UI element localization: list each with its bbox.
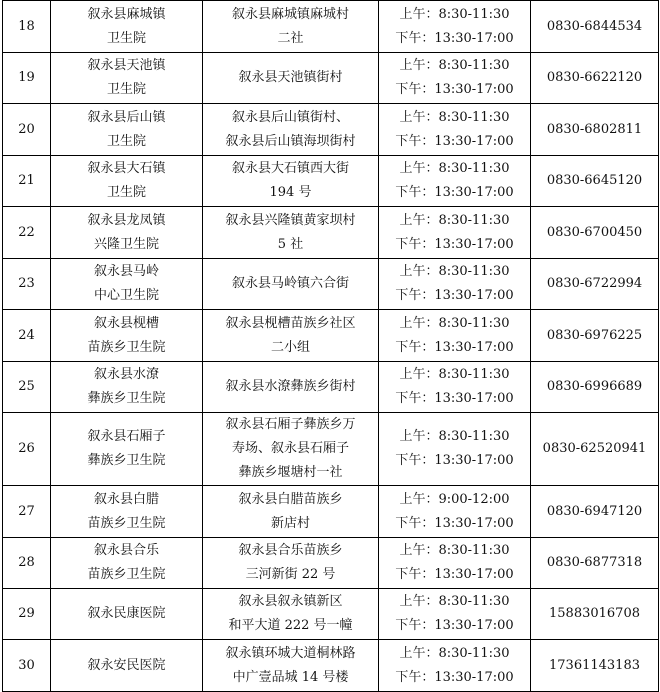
address-cell-line: 三河新街 22 号 <box>245 567 336 582</box>
address-cell-line: 叙永县石厢子彝族乡万 <box>225 417 356 432</box>
hours-cell-line: 上午：8:30-11:30 <box>399 543 510 558</box>
hospital-name-cell <box>51 640 203 692</box>
hospital-name-cell-line: 叙永县麻城镇 <box>87 6 166 22</box>
row-number-cell: 28 <box>3 538 51 589</box>
hospital-name-cell-line: 叙永县枧槽 <box>93 315 159 331</box>
hours-cell <box>379 104 531 156</box>
hours-cell-line: 上午：8:30-11:30 <box>399 429 510 444</box>
phone-cell: 0830-62520941 <box>531 413 659 486</box>
table-row <box>3 156 659 207</box>
address-cell-line: 叙永县天池镇街村 <box>238 70 343 85</box>
address-cell-line: 叙永县合乐苗族乡 <box>238 543 343 558</box>
phone-cell: 0830-6877318 <box>531 538 659 589</box>
address-cell-line: 5 社 <box>277 236 304 252</box>
hours-cell-line: 下午：13:30-17:00 <box>395 515 514 531</box>
hours-cell-line: 上午：9:00-12:00 <box>399 491 510 507</box>
hospital-name-cell-line: 卫生院 <box>106 82 146 97</box>
hospital-name-cell <box>51 538 203 589</box>
hospital-name-cell-line: 叙永县大石镇 <box>87 161 166 176</box>
hours-cell-line: 下午：13:30-17:00 <box>395 185 514 200</box>
hospital-name-cell-line: 叙永县天池镇 <box>87 58 166 73</box>
hospital-name-cell-line: 兴隆卫生院 <box>93 236 159 252</box>
table-body <box>3 1 659 692</box>
address-cell <box>203 207 379 259</box>
address-cell-line: 二小组 <box>270 339 310 355</box>
hospital-name-cell-line: 叙永县石厢子 <box>87 429 166 444</box>
row-number-cell: 26 <box>3 413 51 486</box>
hospital-name-cell-line: 卫生院 <box>106 185 146 200</box>
table-row <box>3 413 659 486</box>
row-number-cell: 30 <box>3 640 51 692</box>
table-row <box>3 310 659 362</box>
hospital-table <box>2 0 659 692</box>
hospital-name-cell-line: 中心卫生院 <box>93 288 159 303</box>
hospital-name-cell-line: 叙永民康医院 <box>87 606 166 621</box>
row-number-cell: 24 <box>3 310 51 362</box>
hospital-name-cell-line: 叙永县马岭 <box>93 264 159 279</box>
address-cell-line: 新店村 <box>270 515 310 531</box>
hours-cell-line: 上午：8:30-11:30 <box>399 109 510 125</box>
hours-cell-line: 下午：13:30-17:00 <box>395 391 514 406</box>
hospital-name-cell <box>51 362 203 413</box>
hospital-name-cell-line: 苗族乡卫生院 <box>87 339 166 355</box>
address-cell-line: 叙永县枧槽苗族乡社区 <box>225 315 356 331</box>
table-row <box>3 259 659 310</box>
row-number-cell: 22 <box>3 207 51 259</box>
address-cell-line: 中广壹品城 14 号楼 <box>232 669 349 685</box>
hours-cell-line: 上午：8:30-11:30 <box>399 161 510 176</box>
phone-cell: 0830-6947120 <box>531 486 659 538</box>
row-number-cell: 25 <box>3 362 51 413</box>
address-cell <box>203 1 379 53</box>
hours-cell-line: 下午：13:30-17:00 <box>395 669 514 685</box>
hours-cell-line: 上午：8:30-11:30 <box>399 58 510 73</box>
row-number-cell: 20 <box>3 104 51 156</box>
hours-cell <box>379 362 531 413</box>
address-cell-line: 叙永县兴隆镇黄家坝村 <box>225 212 356 228</box>
address-cell <box>203 104 379 156</box>
table-row <box>3 104 659 156</box>
table-row <box>3 207 659 259</box>
hospital-name-cell <box>51 413 203 486</box>
hours-cell-line: 上午：8:30-11:30 <box>399 645 510 661</box>
hours-cell <box>379 413 531 486</box>
hours-cell <box>379 156 531 207</box>
address-cell <box>203 259 379 310</box>
address-cell-line: 叙永县白腊苗族乡 <box>238 491 343 507</box>
hours-cell-line: 上午：8:30-11:30 <box>399 212 510 228</box>
hospital-name-cell <box>51 207 203 259</box>
hospital-name-cell <box>51 1 203 53</box>
phone-cell: 0830-6844534 <box>531 1 659 53</box>
row-number-cell: 19 <box>3 53 51 104</box>
table-row <box>3 1 659 53</box>
table-row <box>3 589 659 640</box>
table-row <box>3 362 659 413</box>
phone-cell: 0830-6996689 <box>531 362 659 413</box>
hospital-name-cell-line: 彝族乡卫生院 <box>87 391 166 406</box>
hospital-name-cell <box>51 259 203 310</box>
hospital-name-cell <box>51 486 203 538</box>
hospital-name-cell <box>51 156 203 207</box>
hospital-name-cell-line: 彝族乡卫生院 <box>87 453 166 468</box>
hospital-name-cell-line: 叙永县龙凤镇 <box>87 212 166 228</box>
hours-cell-line: 上午：8:30-11:30 <box>399 315 510 331</box>
phone-cell: 0830-6645120 <box>531 156 659 207</box>
hospital-name-cell <box>51 53 203 104</box>
hours-cell-line: 上午：8:30-11:30 <box>399 594 510 609</box>
address-cell <box>203 53 379 104</box>
hospital-name-cell-line: 叙永安民医院 <box>87 657 166 673</box>
hours-cell <box>379 486 531 538</box>
phone-cell: 0830-6622120 <box>531 53 659 104</box>
phone-cell: 0830-6802811 <box>531 104 659 156</box>
address-cell-line: 194 号 <box>269 185 312 200</box>
row-number-cell: 18 <box>3 1 51 53</box>
address-cell-line: 二社 <box>277 30 304 46</box>
hospital-name-cell-line: 叙永县白腊 <box>93 491 159 507</box>
hospital-name-cell-line: 卫生院 <box>106 133 146 149</box>
hospital-name-cell <box>51 104 203 156</box>
hours-cell-line: 下午：13:30-17:00 <box>395 339 514 355</box>
hours-cell-line: 下午：13:30-17:00 <box>395 453 514 468</box>
hours-cell <box>379 207 531 259</box>
hours-cell <box>379 640 531 692</box>
hours-cell <box>379 310 531 362</box>
address-cell-line: 叙永镇环城大道桐林路 <box>225 645 356 661</box>
address-cell-line: 叙永县叙永镇新区 <box>238 594 343 609</box>
address-cell-line: 叙永县麻城镇麻城村 <box>231 6 349 22</box>
hospital-name-cell-line: 苗族乡卫生院 <box>87 567 166 582</box>
hospital-name-cell <box>51 589 203 640</box>
hospital-name-cell-line: 苗族乡卫生院 <box>87 515 166 531</box>
hours-cell-line: 上午：8:30-11:30 <box>399 264 510 279</box>
address-cell-line: 寿场、叙永县石厢子 <box>231 441 349 456</box>
table-row <box>3 538 659 589</box>
hours-cell-line: 下午：13:30-17:00 <box>395 30 514 46</box>
hospital-name-cell-line: 叙永县合乐 <box>93 543 159 558</box>
hours-cell <box>379 538 531 589</box>
address-cell-line: 和平大道 222 号一幢 <box>228 618 353 633</box>
hours-cell-line: 下午：13:30-17:00 <box>395 236 514 252</box>
hours-cell-line: 上午：8:30-11:30 <box>399 367 510 382</box>
hours-cell <box>379 53 531 104</box>
address-cell <box>203 310 379 362</box>
hours-cell-line: 下午：13:30-17:00 <box>395 82 514 97</box>
address-cell-line: 叙永县马岭镇六合街 <box>231 276 349 291</box>
address-cell-line: 叙永县水潦彝族乡街村 <box>225 379 356 394</box>
hours-cell <box>379 259 531 310</box>
phone-cell: 0830-6700450 <box>531 207 659 259</box>
address-cell <box>203 640 379 692</box>
hours-cell-line: 上午：8:30-11:30 <box>399 6 510 22</box>
address-cell-line: 彝族乡堰塘村一社 <box>238 465 343 480</box>
hours-cell-line: 下午：13:30-17:00 <box>395 288 514 303</box>
hours-cell <box>379 1 531 53</box>
address-cell <box>203 486 379 538</box>
row-number-cell: 23 <box>3 259 51 310</box>
address-cell <box>203 413 379 486</box>
table-row <box>3 640 659 692</box>
address-cell <box>203 589 379 640</box>
address-cell-line: 叙永县后山镇海坝街村 <box>225 133 356 149</box>
address-cell <box>203 538 379 589</box>
phone-cell: 0830-6722994 <box>531 259 659 310</box>
hours-cell-line: 下午：13:30-17:00 <box>395 567 514 582</box>
hospital-name-cell-line: 叙永县水潦 <box>93 367 159 382</box>
hours-cell-line: 下午：13:30-17:00 <box>395 133 514 149</box>
hospital-name-cell-line: 卫生院 <box>106 30 146 46</box>
hospital-name-cell-line: 叙永县后山镇 <box>87 109 166 125</box>
hours-cell-line: 下午：13:30-17:00 <box>395 618 514 633</box>
hospital-name-cell <box>51 310 203 362</box>
row-number-cell: 29 <box>3 589 51 640</box>
address-cell-line: 叙永县后山镇街村、 <box>231 109 349 125</box>
address-cell <box>203 156 379 207</box>
row-number-cell: 21 <box>3 156 51 207</box>
phone-cell: 15883016708 <box>531 589 659 640</box>
table-row <box>3 486 659 538</box>
phone-cell: 17361143183 <box>531 640 659 692</box>
table-row <box>3 53 659 104</box>
hours-cell <box>379 589 531 640</box>
address-cell-line: 叙永县大石镇西大街 <box>231 161 349 176</box>
address-cell <box>203 362 379 413</box>
row-number-cell: 27 <box>3 486 51 538</box>
phone-cell: 0830-6976225 <box>531 310 659 362</box>
